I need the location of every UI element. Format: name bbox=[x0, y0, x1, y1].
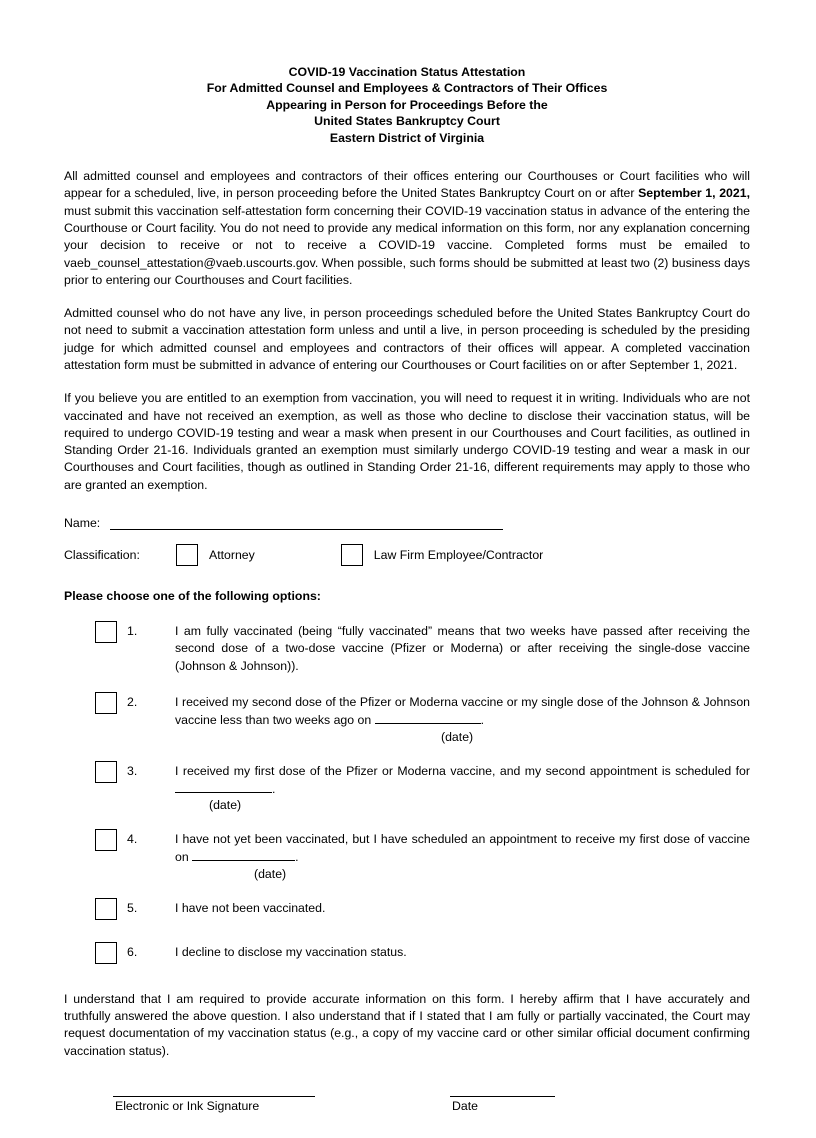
option-1-text: I am fully vaccinated (being “fully vaccinated” means that two weeks have passed after receiving the second dose of a two-dose vaccine (Pfizer or Moderna) or after receiving the single-dose vaccine (Johnson & Johnson)). bbox=[175, 624, 750, 673]
option-4-date-input[interactable] bbox=[192, 848, 295, 861]
title-line-5: Eastern District of Virginia bbox=[329, 130, 485, 145]
option-5-checkbox-cell bbox=[64, 897, 127, 925]
paragraph-1 bbox=[64, 168, 750, 289]
option-2-text-after: . bbox=[480, 713, 485, 728]
option-row-1 bbox=[64, 620, 750, 675]
paragraph-3: If you believe you are entitled to an exemption from vaccination, you will need to request it in writing. Individuals who are not vaccinated and have not received an exemption, as well as those who decline to disclose their vaccination status, will be required to undergo COVID-19 testing and wear a mask when present in our Courthouses and Court facilities, as outlined in Standing Order 21-16. Individuals granted an exemption must similarly undergo COVID-19 testing and wear a mask in our Courthouses and Court facilities, though as outlined in Standing Order 21-16, different requirements may apply to those who are granted an exemption. bbox=[64, 391, 750, 492]
checkbox-attorney[interactable] bbox=[176, 544, 198, 566]
closing-paragraph: I understand that I am required to provide accurate information on this form. I hereby affirm that I have accurately and truthfully answered the above question. I also understand that if I stated that I am fully or partially vaccinated, the Court may request documentation of my vaccination status (e.g., a copy of my vaccine card or other similar official document confirming vaccination status). bbox=[64, 991, 750, 1058]
title-line-2: For Admitted Counsel and Employees & Contractors of Their Offices bbox=[206, 81, 608, 96]
option-4-checkbox-cell bbox=[64, 828, 127, 856]
option-6-number: 6. bbox=[127, 944, 138, 959]
classification-label: Classification: bbox=[64, 548, 140, 563]
option-row-5 bbox=[64, 897, 750, 925]
options-heading: Please choose one of the following options: bbox=[64, 589, 321, 604]
option-5-number: 5. bbox=[127, 900, 138, 915]
option-3-number: 3. bbox=[127, 763, 138, 778]
option-row-4 bbox=[64, 828, 750, 881]
option-row-3 bbox=[64, 760, 750, 813]
option-4-date-caption: (date) bbox=[254, 866, 287, 881]
checkbox-option-5[interactable] bbox=[95, 898, 117, 920]
option-row-2 bbox=[64, 691, 750, 744]
option-5-text: I have not been vaccinated. bbox=[175, 900, 326, 915]
title-line-3: Appearing in Person for Proceedings Before the bbox=[266, 97, 548, 112]
classification-row bbox=[64, 544, 750, 566]
paragraph-2: Admitted counsel who do not have any live, in person proceedings scheduled before the United States Bankruptcy Court do not need to submit a vaccination attestation form unless and until a live, in person proceeding is scheduled by the presiding judge for which admitted counsel and employees and contractors of their offices will appear. A completed vaccination attestation form must be submitted in advance of entering our Courthouses or Court facilities on or after September 1, 2021. bbox=[64, 306, 750, 372]
option-3-date-input[interactable] bbox=[175, 780, 272, 793]
option-4-number: 4. bbox=[127, 832, 138, 847]
signature-block bbox=[64, 1096, 750, 1138]
option-2-text bbox=[175, 691, 750, 744]
signature-input[interactable] bbox=[113, 1096, 315, 1097]
option-1-number: 1. bbox=[127, 624, 138, 639]
title-line-4: United States Bankruptcy Court bbox=[314, 114, 500, 129]
checkbox-option-2[interactable] bbox=[95, 692, 117, 714]
paragraph-1-part-1: All admitted counsel and employees and contractors of their offices entering our Courthouses or Court facilities who will appear for a scheduled, live, in person proceeding before the United States Bankruptcy Court on or after bbox=[64, 169, 750, 201]
name-label: Name: bbox=[64, 516, 101, 531]
option-3-text-after: . bbox=[272, 781, 276, 796]
option-2-date-input[interactable] bbox=[375, 711, 481, 724]
option-2-number: 2. bbox=[127, 694, 138, 709]
checkbox-option-4[interactable] bbox=[95, 829, 117, 851]
option-6-checkbox-cell bbox=[64, 941, 127, 969]
checkbox-option-3[interactable] bbox=[95, 761, 117, 783]
options-list bbox=[64, 620, 750, 969]
paragraph-1-effective-date: September 1, 2021, bbox=[638, 186, 750, 201]
option-4-text-after: . bbox=[295, 850, 299, 865]
option-6-text: I decline to disclose my vaccination status. bbox=[175, 944, 407, 959]
checkbox-law-firm-employee-contractor[interactable] bbox=[341, 544, 363, 566]
checkbox-law-firm-employee-contractor-label: Law Firm Employee/Contractor bbox=[373, 548, 544, 563]
option-row-6 bbox=[64, 941, 750, 969]
name-input[interactable] bbox=[110, 515, 503, 530]
option-4-text-before: I have not yet been vaccinated, but I have scheduled an appointment to receive my first dose of vaccine on bbox=[175, 832, 750, 865]
name-field-row bbox=[64, 510, 750, 530]
checkbox-option-6[interactable] bbox=[95, 942, 117, 964]
option-2-text-before: I received my second dose of the Pfizer or Moderna vaccine or my single dose of the Johnson & Johnson vaccine less than two weeks ago on bbox=[175, 694, 750, 728]
option-3-text-before: I received my first dose of the Pfizer or Moderna vaccine, and my second appointment is scheduled for bbox=[175, 763, 750, 778]
checkbox-attorney-label: Attorney bbox=[209, 548, 255, 563]
checkbox-option-1[interactable] bbox=[95, 621, 117, 643]
title-line-1: COVID-19 Vaccination Status Attestation bbox=[288, 65, 526, 79]
option-2-checkbox-cell bbox=[64, 691, 127, 719]
signature-date-input[interactable] bbox=[450, 1096, 555, 1097]
option-3-text bbox=[175, 760, 750, 813]
paragraph-1-part-2: must submit this vaccination self-attestation form concerning their COVID-19 vaccination status in advance of the entering the Courthouse or Court facility. You do not need to provide any medical information on this form, nor any explanation concerning your decision to receive or not to receive a COVID-19 vaccine. Completed forms must be emailed to vaeb_counsel_attestation@vaeb.uscourts.gov. When possible, such forms should be submitted at least two (2) business days prior to entering our Courthouses and Court facilities. bbox=[64, 203, 750, 287]
document-title bbox=[64, 64, 750, 146]
option-2-date-caption: (date) bbox=[441, 729, 474, 744]
option-1-checkbox-cell bbox=[64, 620, 127, 648]
signature-caption: Electronic or Ink Signature bbox=[115, 1098, 260, 1113]
option-4-text bbox=[175, 828, 750, 881]
option-3-checkbox-cell bbox=[64, 760, 127, 788]
document-body bbox=[64, 64, 750, 1138]
option-3-date-caption: (date) bbox=[209, 798, 242, 813]
signature-date-caption: Date bbox=[452, 1098, 478, 1113]
